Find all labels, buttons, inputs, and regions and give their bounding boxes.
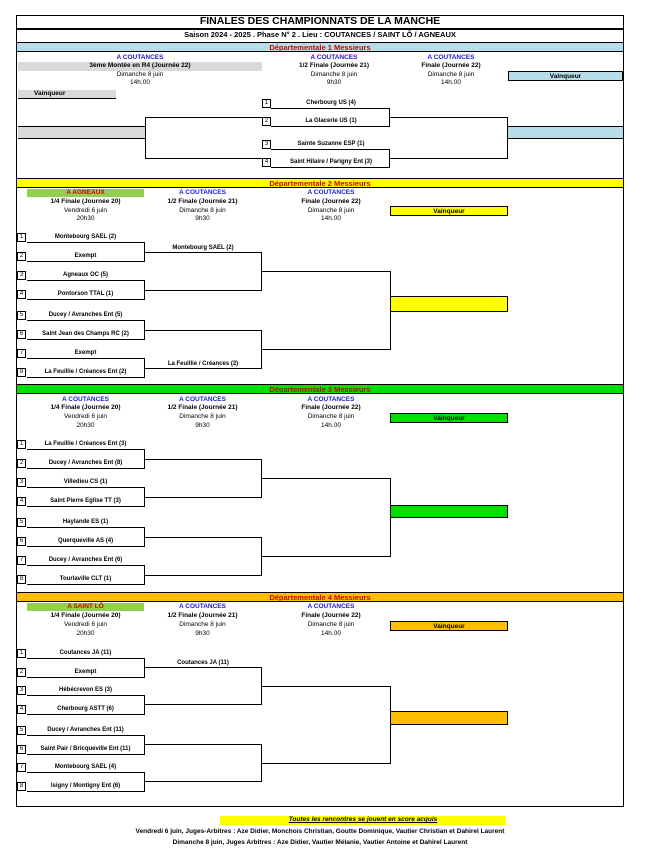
d2-bracket-line [27, 320, 145, 321]
d2-final-box [390, 296, 508, 312]
d2-col3-time: 14h.00 [321, 215, 341, 222]
d4-col2-date: Dimanche 8 juin [179, 621, 226, 628]
d3-col1-round: 1/4 Finale (Journée 20) [50, 404, 121, 411]
d4-bracket-line [27, 695, 145, 696]
d2-team-2: Exempt [74, 253, 97, 259]
d2-semi-1: Montebourg SAEL (2) [172, 245, 234, 251]
d3-bracket-line [27, 584, 145, 585]
d1-col2-place: A COUTANCES [310, 54, 358, 61]
d4-team-4: Cherbourg ASTT (6) [57, 705, 114, 712]
d4-team-1: Coutances JA (11) [59, 650, 112, 656]
d2-seed-8: 8 [17, 368, 26, 377]
d4-col1-round: 1/4 Finale (Journée 20) [50, 612, 121, 619]
d3-team-5: Haylande ES (1) [62, 519, 109, 525]
d4-col2-place: A COUTANCES [179, 603, 226, 610]
d1-seed-2: 2 [262, 117, 271, 126]
d2-col2-round: 1/2 Finale (Journée 21) [167, 198, 238, 205]
d2-team-7: Exempt [74, 350, 97, 356]
d3-team-7: Ducey / Avranches Ent (6) [48, 557, 123, 563]
d2-bracket-line [144, 330, 261, 331]
d2-bracket-line [27, 358, 145, 359]
d1-col1-date: Dimanche 8 juin [116, 71, 164, 78]
d3-bracket-line [27, 546, 145, 547]
d3-seed-4: 4 [17, 497, 26, 506]
d4-winner-box: Vainqueur [390, 621, 508, 631]
d3-bracket-line [27, 468, 145, 469]
d3-winner-box: Vainqueur [390, 413, 508, 423]
d4-seed-2: 2 [17, 668, 26, 677]
d4-col2-round: 1/2 Finale (Journée 21) [167, 612, 238, 619]
d4-bracket-line [144, 667, 261, 668]
d2-seed-6: 6 [17, 330, 26, 339]
d3-col1-date: Vendredi 6 juin [63, 413, 107, 420]
d3-bracket-line [390, 478, 391, 557]
d2-bracket-line [27, 261, 145, 262]
footer-line-1: Vendredi 6 juin, Juges-Arbitres : Aze Didier, Monchois Christian, Goutte Dominique, Vautier Christian et Dahirel Laurent [135, 828, 505, 835]
d3-col2-place: A COUTANCES [179, 396, 226, 403]
d3-col3-round: Finale (Journée 22) [301, 404, 361, 411]
d2-bracket-line [144, 368, 261, 369]
d2-seed-3: 3 [17, 271, 26, 280]
d1-col3-date: Dimanche 8 juin [427, 71, 475, 78]
d4-bracket-line [144, 704, 261, 705]
d2-col1-place: A AGNEAUX [66, 189, 105, 196]
d1-col1-time: 14h.00 [130, 79, 150, 86]
d4-bracket-line [27, 714, 145, 715]
d4-bracket-line [261, 686, 390, 687]
d4-team-7: Montebourg SAEL (4) [54, 764, 117, 770]
d3-bracket-line [27, 527, 145, 528]
d3-bracket-line [144, 459, 261, 460]
d2-semi-4: La Feuillie / Créances (2) [167, 361, 239, 367]
d3-seed-6: 6 [17, 537, 26, 546]
d2-bracket-line [27, 339, 145, 340]
d3-bracket-line [261, 556, 390, 557]
d1-team-3: Sainte Suzanne ESP (1) [297, 141, 365, 147]
d3-bracket-line [27, 449, 145, 450]
d1-col2-time: 9h30 [326, 79, 342, 86]
d4-seed-3: 3 [17, 686, 26, 695]
d4-bracket-line [144, 744, 261, 745]
d3-team-6: Querqueville AS (4) [57, 538, 114, 544]
d3-seed-5: 5 [17, 518, 26, 527]
d4-col3-round: Finale (Journée 22) [301, 612, 361, 619]
d1-col1-round: 3ème Montée en R4 (Journée 22) [89, 62, 191, 69]
d2-bracket-line [261, 271, 390, 272]
d1-col3-round: Finale (Journée 22) [421, 62, 481, 69]
d2-col2-date: Dimanche 8 juin [179, 207, 226, 214]
d4-bracket-line [144, 781, 261, 782]
page-title: FINALES DES CHAMPIONNATS DE LA MANCHE [199, 15, 441, 27]
d3-seed-1: 1 [17, 440, 26, 449]
d4-bracket-line [27, 791, 145, 792]
d1-col2-date: Dimanche 8 juin [310, 71, 358, 78]
d4-col2-time: 9h30 [195, 630, 210, 637]
d4-col3-time: 14h.00 [321, 630, 341, 637]
d2-bracket-line [27, 299, 145, 300]
d1-winner-left-bg [18, 90, 116, 98]
d2-seed-4: 4 [17, 290, 26, 299]
d3-bracket-line [27, 565, 145, 566]
d3-team-2: Ducey / Avranches Ent (8) [48, 460, 123, 466]
d4-bracket-line [27, 772, 145, 773]
d2-col1-round: 1/4 Finale (Journée 20) [50, 198, 121, 205]
d4-team-8: Isigny / Montigny Ent (6) [50, 782, 121, 789]
d1-winner-box-right: Vainqueur [508, 71, 623, 81]
d4-col3-date: Dimanche 8 juin [307, 621, 355, 628]
d4-bracket-line [27, 754, 145, 755]
d1-seed-4: 4 [262, 158, 271, 167]
d3-seed-3: 3 [17, 478, 26, 487]
d2-col1-date: Vendredi 6 juin [63, 207, 107, 214]
d4-seed-4: 4 [17, 705, 26, 714]
d2-seed-2: 2 [17, 252, 26, 261]
footer-line-2: Dimanche 8 juin, Juges Arbitres : Aze Didier, Vautier Mélanie, Vautier Antoine et Dahirel Laurent [172, 839, 468, 846]
d3-col1-place: A COUTANCES [62, 396, 109, 403]
d3-bracket-line [27, 487, 145, 488]
d2-bracket-line [27, 280, 145, 281]
d1-header: Départementale 1 Messieurs [17, 42, 623, 52]
d4-seed-8: 8 [17, 782, 26, 791]
d2-seed-1: 1 [17, 233, 26, 242]
d2-col2-time: 9h30 [195, 215, 210, 222]
d2-bracket-line [27, 377, 145, 378]
d4-bracket-line [27, 735, 145, 736]
d2-bracket-line [144, 290, 261, 291]
d3-col2-date: Dimanche 8 juin [179, 413, 226, 420]
d3-bracket-line [144, 537, 261, 538]
d4-col1-place: A SAINT LÔ [67, 603, 104, 610]
d2-col3-round: Finale (Journée 22) [301, 198, 361, 205]
d1-col3-time: 14h.00 [441, 79, 461, 86]
d3-bracket-line [144, 497, 261, 498]
d3-bracket-line [261, 478, 390, 479]
d2-team-1: Montebourg SAEL (2) [54, 234, 117, 240]
d1-team-1: Cherbourg US (4) [306, 100, 356, 106]
d2-col2-place: A COUTANCES [179, 189, 226, 196]
d2-bracket-line [144, 252, 261, 253]
d1-col3-place: A COUTANCES [427, 54, 475, 61]
d1-team-2: La Glacerie US (1) [305, 118, 357, 124]
d2-team-5: Ducey / Avranches Ent (5) [48, 312, 123, 318]
d4-team-6: Saint Pair / Bricqueville Ent (11) [40, 745, 131, 752]
d3-team-1: La Feuillie / Créances Ent (3) [44, 441, 127, 447]
d2-seed-7: 7 [17, 349, 26, 358]
d4-team-2: Exempt [74, 668, 97, 675]
d3-bracket-line [144, 575, 261, 576]
d1-col1-place: A COUTANCES [116, 54, 164, 61]
d1-grey-band [18, 126, 145, 139]
d3-header: Départementale 3 Messieurs [17, 384, 623, 394]
d4-bracket-line [27, 658, 145, 659]
d4-final-box [390, 711, 508, 725]
d2-team-6: Saint Jean des Champs RC (2) [42, 331, 129, 337]
d1-winner-left: Vainqueur [34, 90, 66, 97]
d4-header: Départementale 4 Messieurs [17, 592, 623, 602]
d2-team-8: La Feuillie / Créances Ent (2) [44, 369, 127, 375]
d4-bracket-line [261, 763, 390, 764]
d2-bracket-line [261, 349, 390, 350]
d2-bracket-line [27, 242, 145, 243]
d3-seed-8: 8 [17, 575, 26, 584]
d1-col2-round: 1/2 Finale (Journée 21) [298, 62, 370, 69]
d4-bracket-line [390, 686, 391, 764]
d4-team-5: Ducey / Avranches Ent (11) [47, 727, 124, 733]
footer-note: Toutes les rencontres se jouent en score acquis [288, 816, 438, 823]
d4-seed-1: 1 [17, 649, 26, 658]
d4-seed-7: 7 [17, 763, 26, 772]
d2-header: Départementale 2 Messieurs [17, 178, 623, 188]
d1-seed-1: 1 [262, 99, 271, 108]
d4-team-3: Hébécrevon ES (3) [58, 687, 113, 693]
d3-final-box [390, 505, 508, 518]
d3-team-4: Saint Pierre Eglise TT (3) [50, 498, 121, 504]
d2-winner-box: Vainqueur [390, 206, 508, 216]
d3-seed-7: 7 [17, 556, 26, 565]
d3-col3-time: 14h.00 [321, 422, 341, 429]
d2-team-3: Agneaux OC (5) [62, 272, 108, 278]
d1-final-band [508, 126, 623, 139]
d3-seed-2: 2 [17, 459, 26, 468]
d2-team-4: Pontorson TTAL (1) [57, 291, 114, 297]
d2-col3-date: Dimanche 8 juin [307, 207, 355, 214]
d4-col1-date: Vendredi 6 juin [63, 621, 107, 628]
d2-col1-time: 20h30 [76, 215, 95, 222]
d3-col2-time: 9h30 [195, 422, 210, 429]
d3-col3-place: A COUTANCES [307, 396, 355, 403]
d4-col3-place: A COUTANCES [307, 603, 355, 610]
d2-col3-place: A COUTANCES [307, 189, 355, 196]
d3-col3-date: Dimanche 8 juin [307, 413, 355, 420]
d3-bracket-line [27, 506, 145, 507]
d2-seed-5: 5 [17, 311, 26, 320]
d3-team-8: Tourlaville CLT (1) [59, 576, 112, 582]
d4-col1-time: 20h30 [76, 630, 95, 637]
page-subtitle: Saison 2024 - 2025 . Phase N° 2 . Lieu : COUTANCES / SAINT LÔ / AGNEAUX [184, 30, 456, 39]
d2-bracket-line [390, 271, 391, 350]
d1-seed-3: 3 [262, 140, 271, 149]
d1-team-4: Saint Hilaire / Parigny Ent (3) [289, 159, 373, 165]
d4-bracket-line [27, 677, 145, 678]
d4-seed-5: 5 [17, 726, 26, 735]
d3-col2-round: 1/2 Finale (Journée 21) [167, 404, 238, 411]
d4-seed-6: 6 [17, 745, 26, 754]
d3-team-3: Villedieu CS (1) [63, 479, 108, 485]
d4-semi-1: Coutances JA (11) [177, 660, 229, 666]
d3-col1-time: 20h30 [76, 422, 95, 429]
